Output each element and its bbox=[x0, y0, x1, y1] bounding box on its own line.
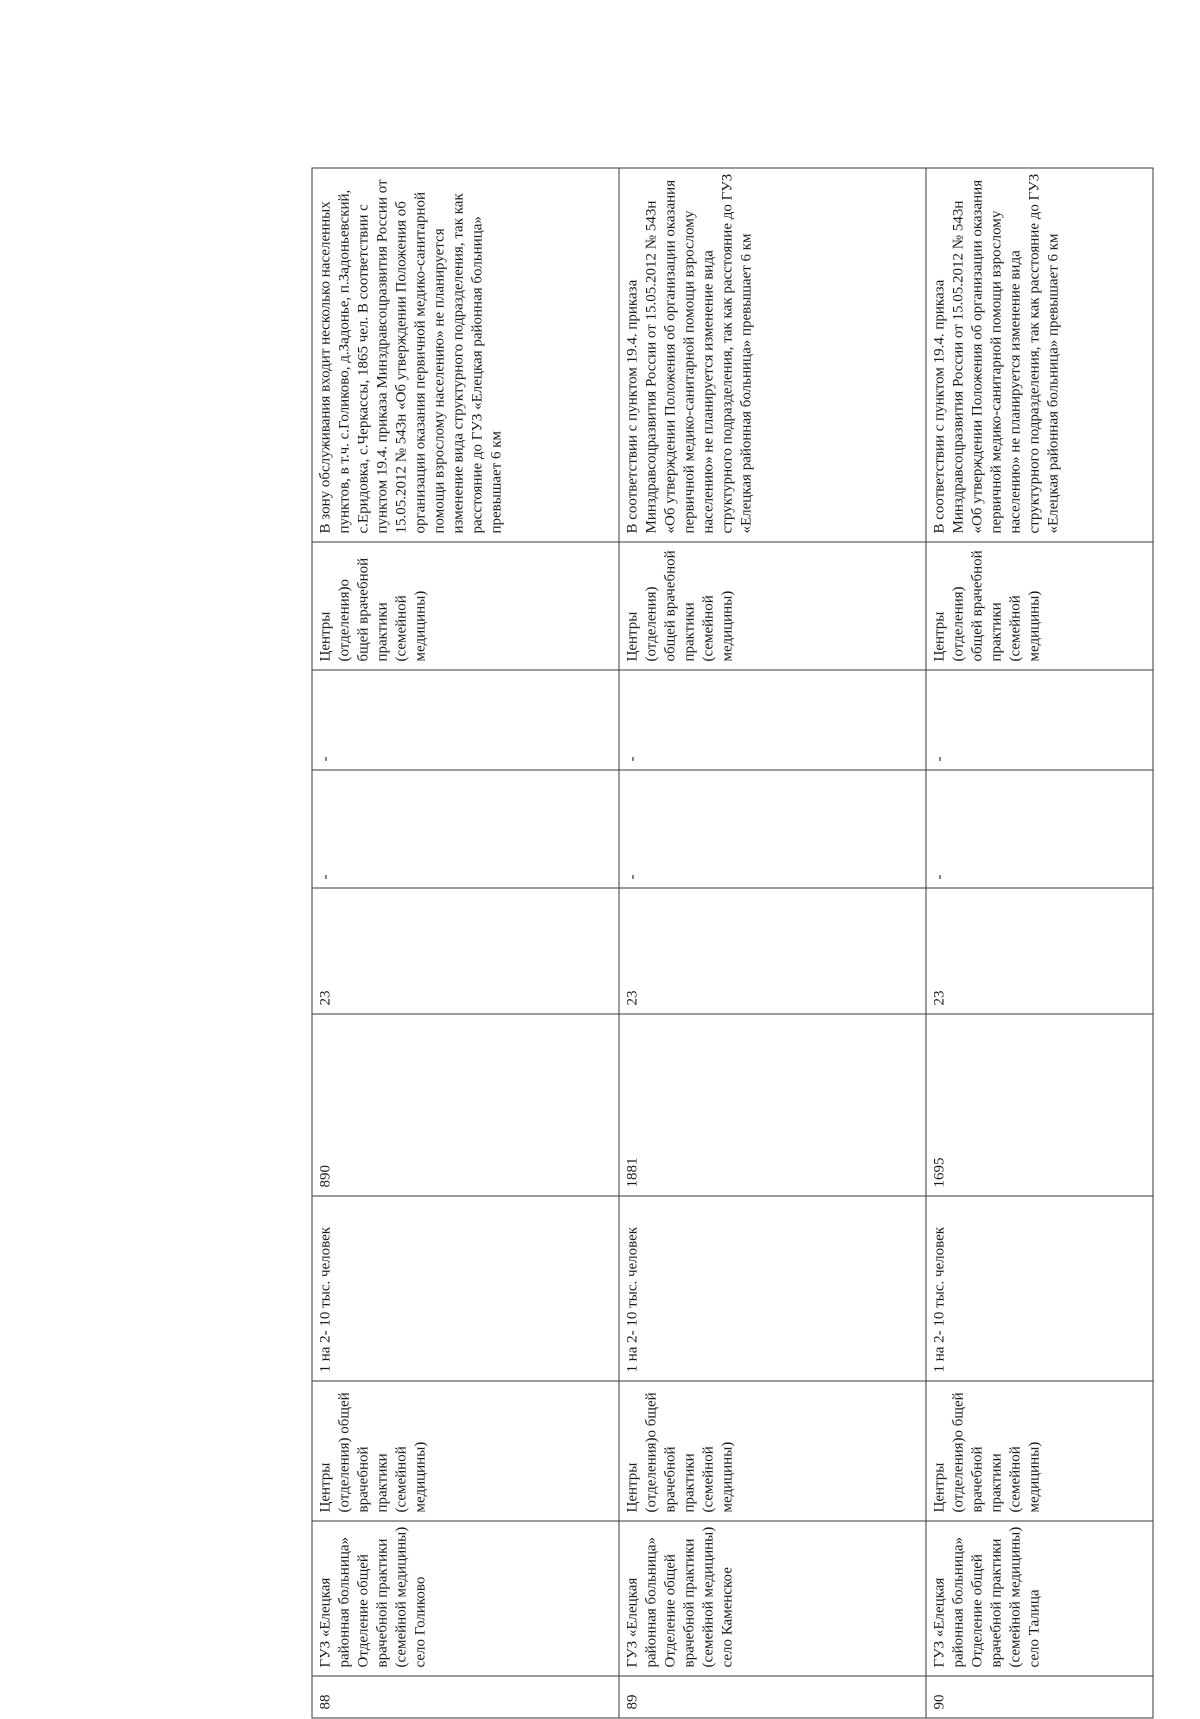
note: В зону обслуживания входит несколько населенных пунктов, в т.ч. с.Голиково, д.Задонье, п.Задоньевский, с.Еридовка, с.Черкассы, 1865 чел. В соответствии с пунктом 19.4. приказа Минздравсоцразвития России от 15.05.2012 № 543н «Об утверждении Положения об организации оказания первичной медико-санитарной помощи взрослому населению» не планируется изменение вида структурного подразделения, так как расстояние до ГУЗ «Елецкая районная больница» превышает 6 км bbox=[312, 168, 619, 542]
row-number: 88 bbox=[312, 1676, 619, 1718]
table-row bbox=[312, 168, 619, 1718]
facility-name: ГУЗ «Елецкая районная больница» Отделение общей врачебной практики (семейной медицины) село Талица bbox=[926, 1521, 1153, 1676]
table-row bbox=[926, 168, 1153, 1718]
facility-name: ГУЗ «Елецкая районная больница» Отделение общей врачебной практики (семейной медицины) село Каменское bbox=[619, 1521, 926, 1676]
col6: - bbox=[619, 770, 926, 888]
norm: 1 на 2- 10 тыс. человек bbox=[619, 1196, 926, 1381]
row-number: 89 bbox=[619, 1676, 926, 1718]
row-number: 90 bbox=[926, 1676, 1153, 1718]
facilities-table bbox=[312, 168, 1154, 1719]
population: 890 bbox=[312, 1014, 619, 1196]
population: 1881 bbox=[619, 1014, 926, 1196]
col6: - bbox=[926, 770, 1153, 888]
time: 23 bbox=[926, 888, 1153, 1014]
facility-type: Центры (отделения)о бщей врачебной практики (семейной медицины) bbox=[926, 1381, 1153, 1521]
note: В соответствии с пунктом 19.4. приказа Минздравсоцразвития России от 15.05.2012 № 543н «Об утверждении Положения об организации оказания первичной медико-санитарной помощи взрослому населению» не планируется изменение вида структурного подразделения, так как расстояние до ГУЗ «Елецкая районная больница» превышает 6 км bbox=[926, 168, 1153, 542]
col7: - bbox=[926, 670, 1153, 770]
table-row bbox=[619, 168, 926, 1718]
col7: - bbox=[312, 670, 619, 770]
facility-name: ГУЗ «Елецкая районная больница» Отделение общей врачебной практики (семейной медицины) село Голиково bbox=[312, 1521, 619, 1676]
rotated-table-wrapper bbox=[312, 169, 1062, 1719]
facility-type: Центры (отделения) общей врачебной практики (семейной медицины) bbox=[312, 1381, 619, 1521]
planned-type: Центры (отделения) общей врачебной практики (семейной медицины) bbox=[926, 542, 1153, 670]
norm: 1 на 2- 10 тыс. человек bbox=[926, 1196, 1153, 1381]
planned-type: Центры (отделения)о бщей врачебной практики (семейной медицины) bbox=[312, 542, 619, 670]
facility-type: Центры (отделения)о бщей врачебной практики (семейной медицины) bbox=[619, 1381, 926, 1521]
col6: - bbox=[312, 770, 619, 888]
planned-type: Центры (отделения) общей врачебной практики (семейной медицины) bbox=[619, 542, 926, 670]
norm: 1 на 2- 10 тыс. человек bbox=[312, 1196, 619, 1381]
population: 1695 bbox=[926, 1014, 1153, 1196]
time: 23 bbox=[312, 888, 619, 1014]
time: 23 bbox=[619, 888, 926, 1014]
col7: - bbox=[619, 670, 926, 770]
note: В соответствии с пунктом 19.4. приказа Минздравсоцразвития России от 15.05.2012 № 543н «Об утверждении Положения об организации оказания первичной медико-санитарной помощи взрослому населению» не планируется изменение вида структурного подразделения, так как расстояние до ГУЗ «Елецкая районная больница» превышает 6 км bbox=[619, 168, 926, 542]
